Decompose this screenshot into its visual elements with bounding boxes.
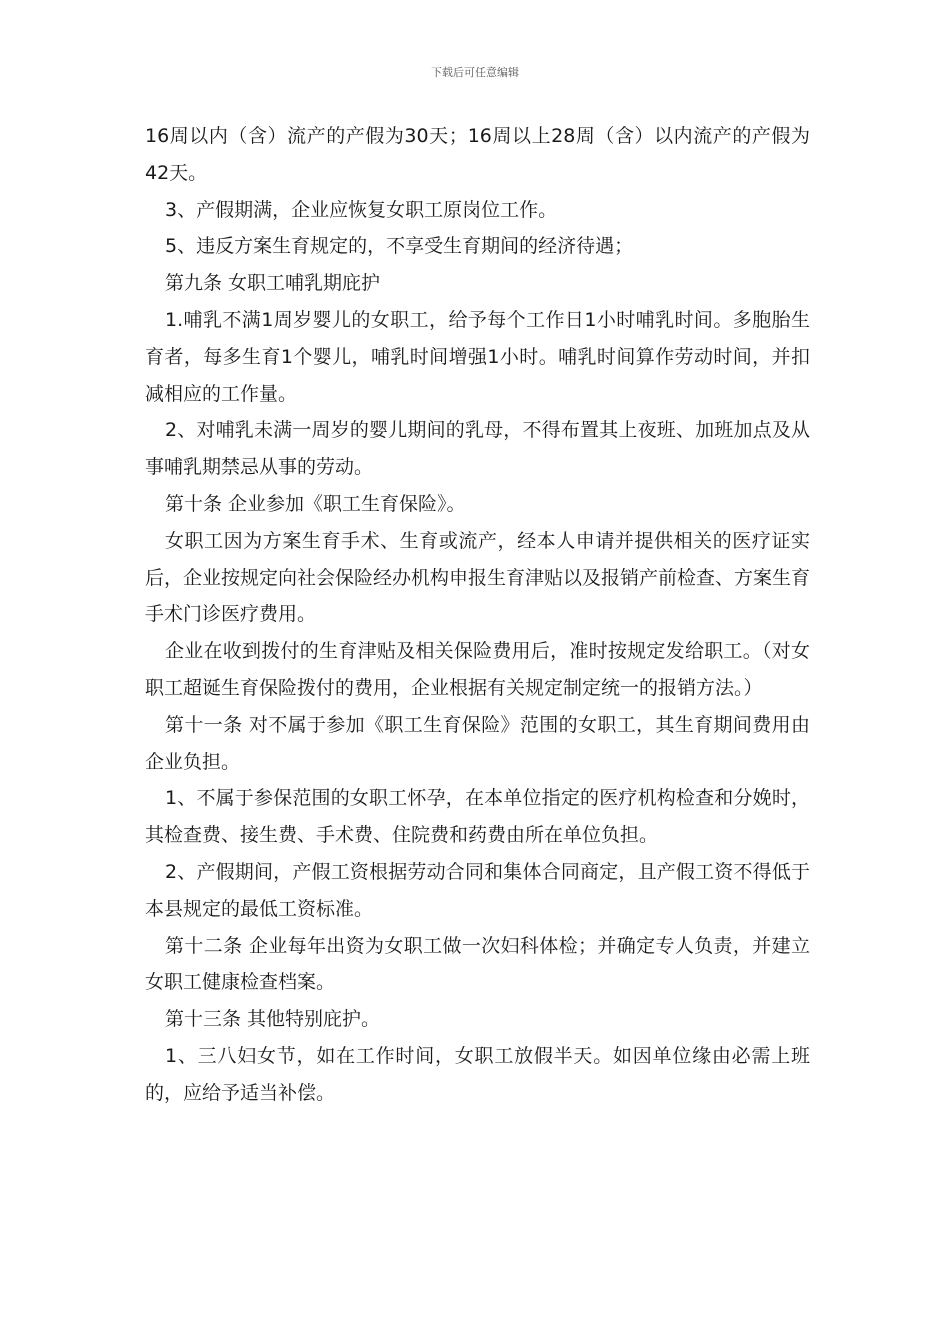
- paragraph-insurance-payment: 企业在收到拨付的生育津贴及相关保险费用后，准时按规定发给职工。（对女职工超诞生育保险拨付的费用，企业根据有关规定制定统一的报销方法。）: [145, 640, 810, 699]
- article-11-heading: 第十一条 对不属于参加《职工生育保险》范围的女职工，其生育期间费用由企业负担。: [145, 713, 810, 773]
- article-10-heading: 第十条 企业参加《职工生育保险》。: [165, 492, 466, 515]
- paragraph-leave-expiry: 3、产假期满，企业应恢复女职工原岗位工作。: [165, 198, 558, 221]
- article-12-heading: 第十二条 企业每年出资为女职工做一次妇科体检；并确定专人负责，并建立女职工健康检查档案。: [145, 934, 810, 994]
- paragraph-nursing-time: 1.哺乳不满1周岁婴儿的女职工，给予每个工作日1小时哺乳时间。多胞胎生育者，每多生育1个婴儿，哺乳时间增强1小时。哺乳时间算作劳动时间，并扣减相应的工作量。: [145, 308, 810, 405]
- paragraph-womens-day: 1、三八妇女节，如在工作时间，女职工放假半天。如因单位缘由必需上班的，应给予适当补偿。: [145, 1044, 810, 1104]
- paragraph-non-insured-costs: 1、不属于参保范围的女职工怀孕，在本单位指定的医疗机构检查和分娩时，其检查费、接生费、手术费、住院费和药费由所在单位负担。: [145, 787, 810, 847]
- paragraph-violation: 5、违反方案生育规定的，不享受生育期间的经济待遇；: [165, 235, 634, 258]
- paragraph-insurance-claims: 女职工因为方案生育手术、生育或流产，经本人申请并提供相关的医疗证实后，企业按规定向社会保险经办机构申报生育津贴以及报销产前检查、方案生育手术门诊医疗费用。: [145, 529, 811, 626]
- paragraph-nursing-restrictions: 2、对哺乳未满一周岁的婴儿期间的乳母，不得布置其上夜班、加班加点及从事哺乳期禁忌从事的劳动。: [145, 419, 810, 479]
- page-header: 下载后可任意编辑: [431, 66, 519, 79]
- paragraph-maternity-leave-miscarriage: 16周以内（含）流产的产假为30天；16周以上28周（含）以内流产的产假为42天。: [145, 125, 810, 184]
- document-body: [145, 118, 810, 1112]
- paragraph-leave-wages: 2、产假期间，产假工资根据劳动合同和集体合同商定，且产假工资不得低于本县规定的最低工资标准。: [145, 860, 810, 920]
- article-9-heading: 第九条 女职工哺乳期庇护: [165, 272, 381, 295]
- article-13-heading: 第十三条 其他特别庇护。: [165, 1008, 381, 1031]
